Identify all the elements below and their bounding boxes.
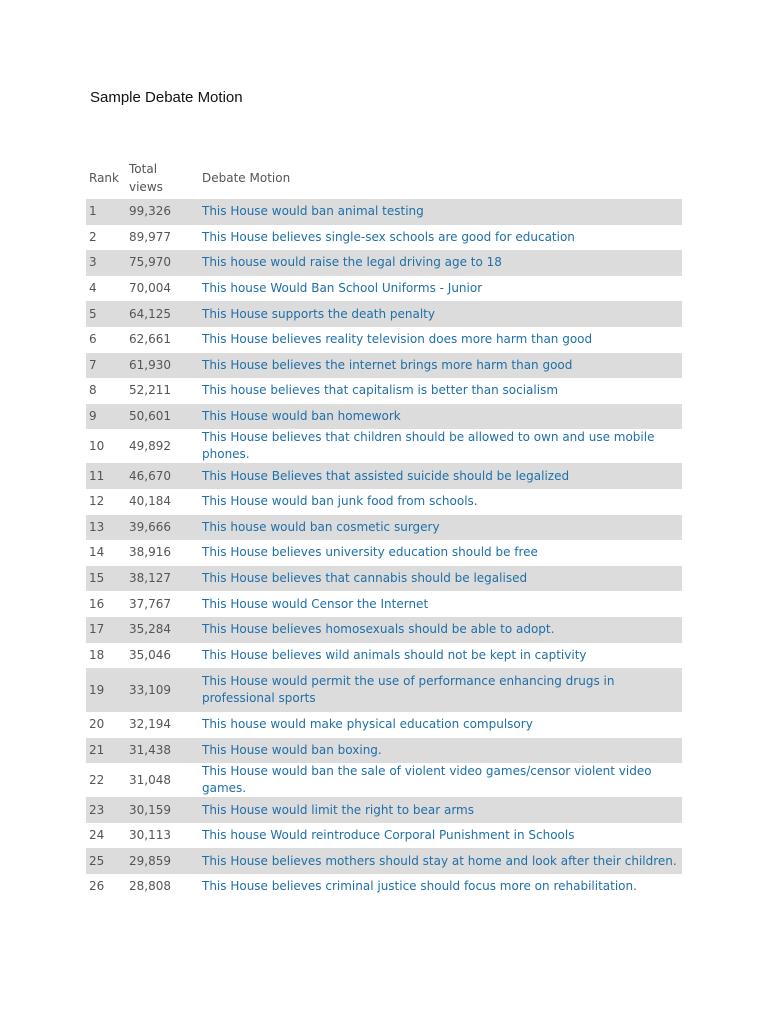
motion-link[interactable]: This house would raise the legal driving age to 18 — [194, 250, 682, 276]
views-cell: 30,113 — [129, 828, 171, 843]
motion-link[interactable]: This house believes that capitalism is better than socialism — [202, 383, 559, 398]
rank-cell: 24 — [89, 828, 105, 843]
views-cell: 49,892 — [129, 438, 171, 453]
rank-cell: 14 — [89, 545, 105, 560]
views-cell: 30,159 — [126, 797, 194, 823]
rank-cell: 23 — [86, 797, 126, 823]
table-row — [86, 823, 682, 849]
motion-link[interactable]: This House Believes that assisted suicide should be legalized — [194, 463, 682, 489]
motions-table — [86, 157, 682, 900]
rank-cell: 12 — [89, 494, 105, 509]
table-row — [86, 797, 682, 823]
views-cell: 33,109 — [126, 668, 194, 712]
rank-cell: 16 — [89, 596, 105, 611]
table-row — [86, 712, 682, 738]
rank-cell: 18 — [89, 647, 105, 662]
views-cell: 52,211 — [129, 383, 171, 398]
views-cell: 99,326 — [126, 199, 194, 225]
table-row — [86, 668, 682, 712]
rank-cell: 25 — [86, 848, 126, 874]
views-cell: 40,184 — [129, 494, 171, 509]
motion-link[interactable]: This House believes mothers should stay at home and look after their children. — [194, 848, 682, 874]
table-row — [86, 429, 682, 463]
views-cell: 75,970 — [126, 250, 194, 276]
rank-cell: 19 — [86, 668, 126, 712]
table-row — [86, 763, 682, 797]
page-title: Sample Debate Motion — [90, 89, 243, 106]
rank-cell: 3 — [86, 250, 126, 276]
rank-cell: 4 — [89, 281, 97, 296]
rank-cell: 8 — [89, 383, 97, 398]
table-row — [86, 540, 682, 566]
rank-cell: 2 — [89, 229, 97, 244]
views-cell: 38,916 — [129, 545, 171, 560]
views-cell: 31,048 — [129, 772, 171, 787]
rank-cell: 15 — [86, 566, 126, 592]
motion-link[interactable]: This House would ban the sale of violent video games/censor violent video games. — [202, 764, 652, 796]
rank-cell: 7 — [86, 353, 126, 379]
motion-link[interactable]: This House would ban homework — [194, 404, 682, 430]
motion-link[interactable]: This House believes criminal justice should focus more on rehabilitation. — [202, 879, 637, 894]
rank-cell: 20 — [89, 717, 105, 732]
rank-cell: 17 — [86, 617, 126, 643]
motion-link[interactable]: This house would make physical education compulsory — [202, 717, 533, 732]
rank-cell: 9 — [86, 404, 126, 430]
table-row — [86, 225, 682, 251]
table-row — [86, 199, 682, 225]
rank-cell: 6 — [89, 332, 97, 347]
rank-cell: 1 — [86, 199, 126, 225]
motion-link[interactable]: This House believes that cannabis should be legalised — [194, 566, 682, 592]
rank-cell: 11 — [86, 463, 126, 489]
views-cell: 38,127 — [126, 566, 194, 592]
table-row — [86, 276, 682, 302]
views-cell: 35,284 — [126, 617, 194, 643]
views-cell: 70,004 — [129, 281, 171, 296]
rank-cell: 10 — [89, 438, 105, 453]
header-row — [86, 157, 682, 199]
views-column-header: Total views — [129, 162, 163, 194]
motion-column-header: Debate Motion — [202, 171, 291, 185]
rank-cell: 13 — [86, 515, 126, 541]
table-row — [86, 591, 682, 617]
views-cell: 89,977 — [129, 229, 171, 244]
table-row — [86, 404, 682, 430]
motion-link[interactable]: This House believes the internet brings more harm than good — [194, 353, 682, 379]
views-cell: 37,767 — [129, 596, 171, 611]
views-cell: 50,601 — [126, 404, 194, 430]
table-row — [86, 301, 682, 327]
rank-column-header: Rank — [89, 171, 119, 185]
rank-cell: 5 — [86, 301, 126, 327]
table-row — [86, 515, 682, 541]
motion-link[interactable]: This House would ban boxing. — [194, 738, 682, 764]
table-row — [86, 378, 682, 404]
views-cell: 61,930 — [126, 353, 194, 379]
rank-cell: 22 — [89, 772, 105, 787]
views-cell: 28,808 — [129, 879, 171, 894]
table-row — [86, 643, 682, 669]
motion-link[interactable]: This House believes wild animals should not be kept in captivity — [202, 647, 587, 662]
table-row — [86, 327, 682, 353]
motion-link[interactable]: This House would ban junk food from schools. — [202, 494, 478, 509]
table-row — [86, 617, 682, 643]
motion-link[interactable]: This House would ban animal testing — [194, 199, 682, 225]
rank-cell: 21 — [86, 738, 126, 764]
motion-link[interactable]: This house Would Ban School Uniforms - Junior — [202, 281, 483, 296]
rank-cell: 26 — [89, 879, 105, 894]
views-cell: 39,666 — [126, 515, 194, 541]
table-row — [86, 874, 682, 900]
motion-link[interactable]: This House believes homosexuals should be able to adopt. — [194, 617, 682, 643]
table-header — [86, 157, 682, 199]
views-cell: 64,125 — [126, 301, 194, 327]
table-row — [86, 489, 682, 515]
motion-link[interactable]: This House supports the death penalty — [194, 301, 682, 327]
table-row — [86, 848, 682, 874]
views-cell: 62,661 — [129, 332, 171, 347]
views-cell: 46,670 — [126, 463, 194, 489]
table-row — [86, 463, 682, 489]
table-row — [86, 250, 682, 276]
motion-link[interactable]: This House believes single-sex schools are good for education — [202, 229, 575, 244]
table-row — [86, 738, 682, 764]
motion-link[interactable]: This House believes that children should be allowed to own and use mobile phones. — [202, 430, 655, 462]
motion-link[interactable]: This house would ban cosmetic surgery — [194, 515, 682, 541]
table-body — [86, 199, 682, 900]
views-cell: 32,194 — [129, 717, 171, 732]
views-cell: 29,859 — [126, 848, 194, 874]
motion-link[interactable]: This House would permit the use of performance enhancing drugs in professional sports — [194, 668, 682, 712]
motion-link[interactable]: This house Would reintroduce Corporal Punishment in Schools — [202, 828, 575, 843]
views-cell: 35,046 — [129, 647, 171, 662]
motion-link[interactable]: This House believes university education should be free — [202, 545, 538, 560]
motion-link[interactable]: This House would limit the right to bear arms — [194, 797, 682, 823]
motion-link[interactable]: This House would Censor the Internet — [202, 596, 429, 611]
table-row — [86, 566, 682, 592]
table-row — [86, 353, 682, 379]
views-cell: 31,438 — [126, 738, 194, 764]
motion-link[interactable]: This House believes reality television does more harm than good — [202, 332, 593, 347]
